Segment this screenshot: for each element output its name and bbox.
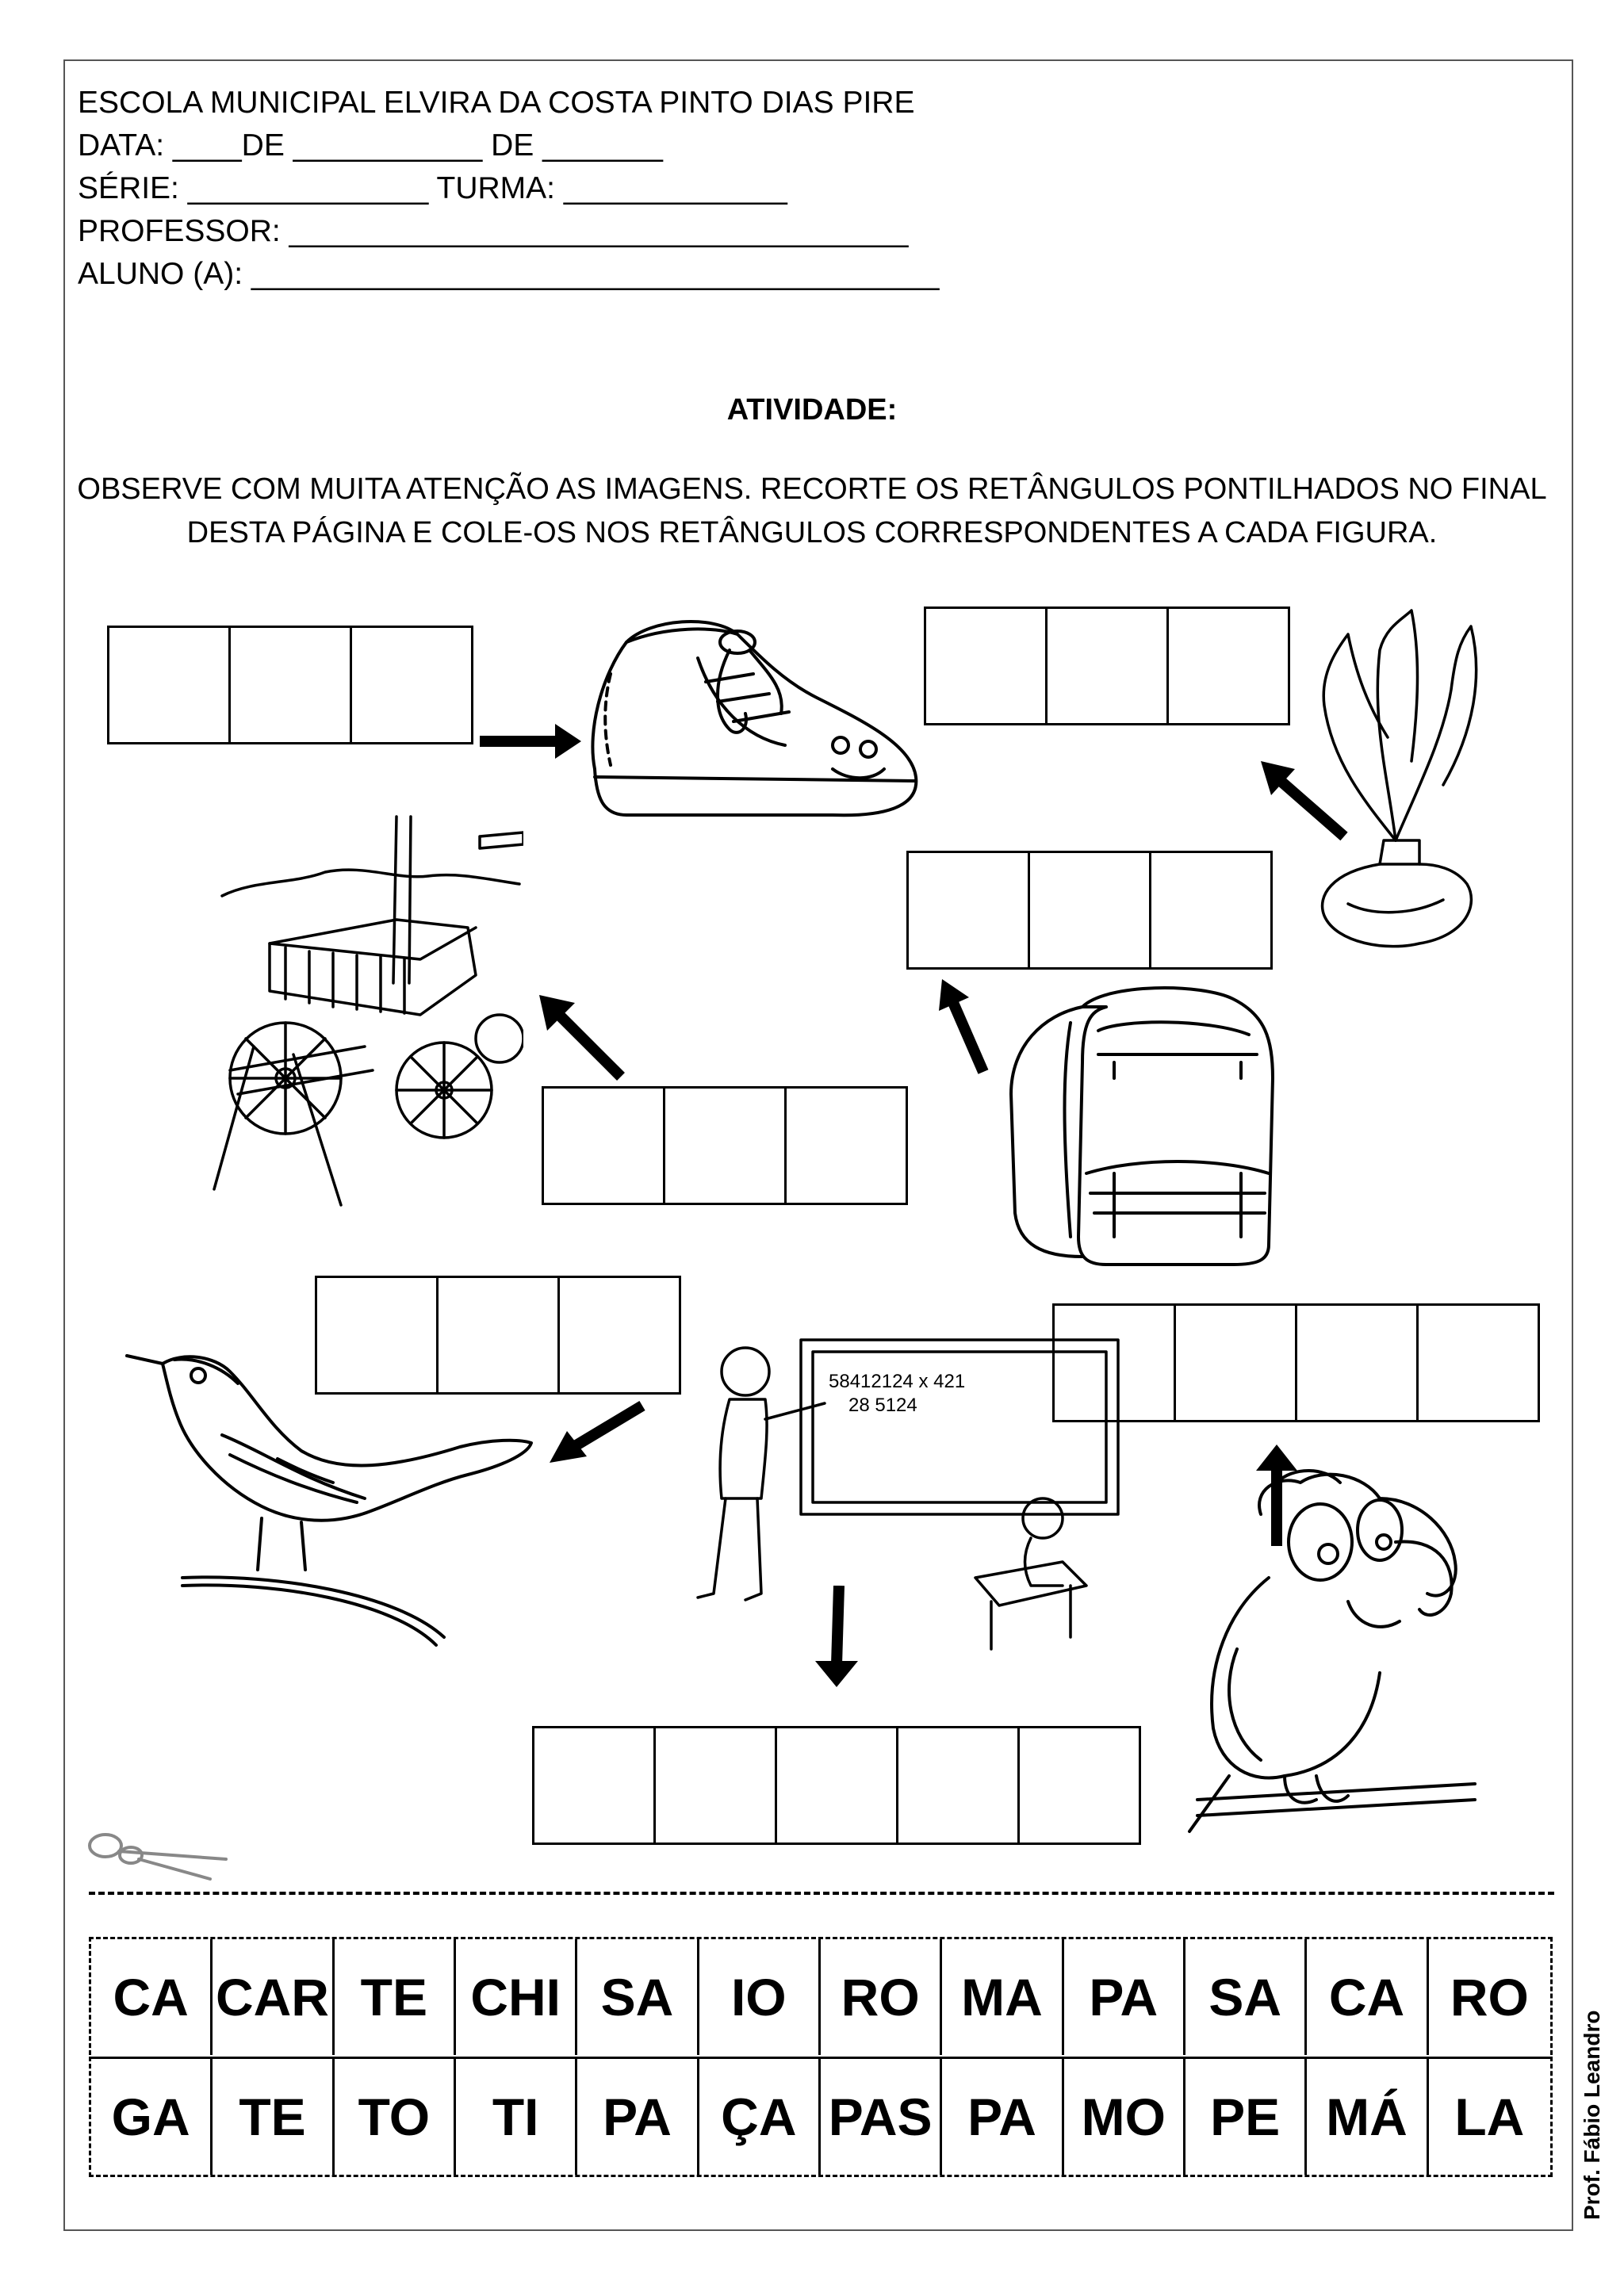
letter-cell[interactable]: [1419, 1306, 1538, 1420]
letter-cell[interactable]: [1151, 853, 1270, 967]
letter-cell[interactable]: [665, 1089, 787, 1203]
letter-cell[interactable]: [534, 1728, 656, 1843]
syllable-card[interactable]: TI: [456, 2059, 577, 2175]
activity-title: ATIVIDADE:: [726, 393, 898, 427]
syllable-card[interactable]: CA: [91, 1939, 213, 2055]
syllable-card[interactable]: IO: [699, 1939, 821, 2055]
letter-cell[interactable]: [109, 628, 231, 742]
syllable-row-2: [89, 2057, 1553, 2177]
syllable-card[interactable]: TE: [335, 1939, 456, 2055]
cut-line: [89, 1892, 1554, 1895]
word-box-classroom[interactable]: [532, 1726, 1141, 1845]
student-line: ALUNO (A): ________________________________________: [78, 257, 940, 291]
word-box-shoe[interactable]: [107, 626, 473, 744]
letter-cell[interactable]: [656, 1728, 777, 1843]
activity-instructions: OBSERVE COM MUITA ATENÇÃO AS IMAGENS. RECORTE OS RETÂNGULOS PONTILHADOS NO FINAL DESTA PÁGINA E COLE-OS NOS RETÂNGULOS CORRESPONDENTES A CADA FIGURA.: [77, 473, 1547, 549]
syllable-card[interactable]: SA: [577, 1939, 699, 2055]
syllable-card[interactable]: MÁ: [1307, 2059, 1428, 2175]
grade-line: SÉRIE: ______________ TURMA: _____________: [78, 171, 787, 205]
arrow-up-icon: [928, 975, 999, 1078]
word-box-backpack[interactable]: [906, 851, 1273, 970]
arrow-up-left-icon: [535, 991, 626, 1082]
letter-cell[interactable]: [544, 1089, 665, 1203]
teacher-classroom-icon: [690, 1324, 1126, 1657]
bird-icon: [119, 1340, 539, 1657]
syllable-card[interactable]: LA: [1454, 2087, 1525, 2146]
arrow-down-left-icon: [547, 1399, 646, 1471]
syllable-card[interactable]: MO: [1064, 2059, 1185, 2175]
blackboard-text: 58412124 x 421: [829, 1371, 966, 1392]
syllable-card[interactable]: CA: [1307, 1939, 1428, 2055]
syllable-card[interactable]: PAS: [821, 2059, 942, 2175]
letter-cell[interactable]: [1048, 609, 1169, 723]
letter-cell[interactable]: [560, 1278, 679, 1392]
letter-cell[interactable]: [777, 1728, 898, 1843]
letter-cell[interactable]: [926, 609, 1048, 723]
syllable-card[interactable]: MA: [942, 1939, 1063, 2055]
letter-cell[interactable]: [1030, 853, 1151, 967]
shoe-icon: [579, 610, 928, 825]
syllable-card[interactable]: RO: [821, 1939, 942, 2055]
arrow-up-left-icon: [1257, 757, 1352, 844]
syllable-card[interactable]: PE: [1185, 2059, 1307, 2175]
author-credit: Prof. Fábio Leandro: [1580, 2010, 1604, 2220]
letter-cell[interactable]: [787, 1089, 906, 1203]
letter-cell[interactable]: [1020, 1728, 1139, 1843]
arrow-right-icon: [480, 718, 583, 765]
letter-cell[interactable]: [352, 628, 471, 742]
syllable-card[interactable]: PA: [942, 2059, 1063, 2175]
syllable-card[interactable]: CAR: [213, 1939, 334, 2055]
date-line: DATA: ____DE ___________ DE _______: [78, 128, 663, 163]
wagon-icon: [206, 809, 523, 1229]
syllable-card[interactable]: SA: [1185, 1939, 1307, 2055]
word-box-turnip[interactable]: [924, 607, 1290, 725]
syllable-card[interactable]: TE: [213, 2059, 334, 2175]
syllable-card[interactable]: PA: [1064, 1939, 1185, 2055]
teacher-line: PROFESSOR: ____________________________________: [78, 214, 909, 248]
school-name: ESCOLA MUNICIPAL ELVIRA DA COSTA PINTO DIAS PIRE: [78, 86, 915, 120]
parrot-icon: [1182, 1467, 1483, 1863]
letter-cell[interactable]: [1297, 1306, 1419, 1420]
letter-cell[interactable]: [1176, 1306, 1297, 1420]
arrow-down-icon: [809, 1586, 864, 1689]
syllable-row-1: [89, 1937, 1553, 2055]
syllable-card[interactable]: GA: [91, 2059, 213, 2175]
syllable-card[interactable]: ÇA: [699, 2059, 821, 2175]
syllable-card[interactable]: TO: [335, 2059, 456, 2175]
syllable-card[interactable]: CHI: [456, 1939, 577, 2055]
letter-cell[interactable]: [1169, 609, 1288, 723]
word-box-wagon[interactable]: [542, 1086, 908, 1205]
backpack-icon: [995, 975, 1289, 1269]
letter-cell[interactable]: [909, 853, 1030, 967]
blackboard-text: 28 5124: [848, 1395, 917, 1416]
arrow-up-icon: [1253, 1443, 1300, 1546]
letter-cell[interactable]: [231, 628, 352, 742]
scissors-icon: [83, 1823, 234, 1887]
syllable-card[interactable]: RO: [1450, 1968, 1529, 2026]
syllable-card[interactable]: PA: [577, 2059, 699, 2175]
letter-cell[interactable]: [898, 1728, 1020, 1843]
